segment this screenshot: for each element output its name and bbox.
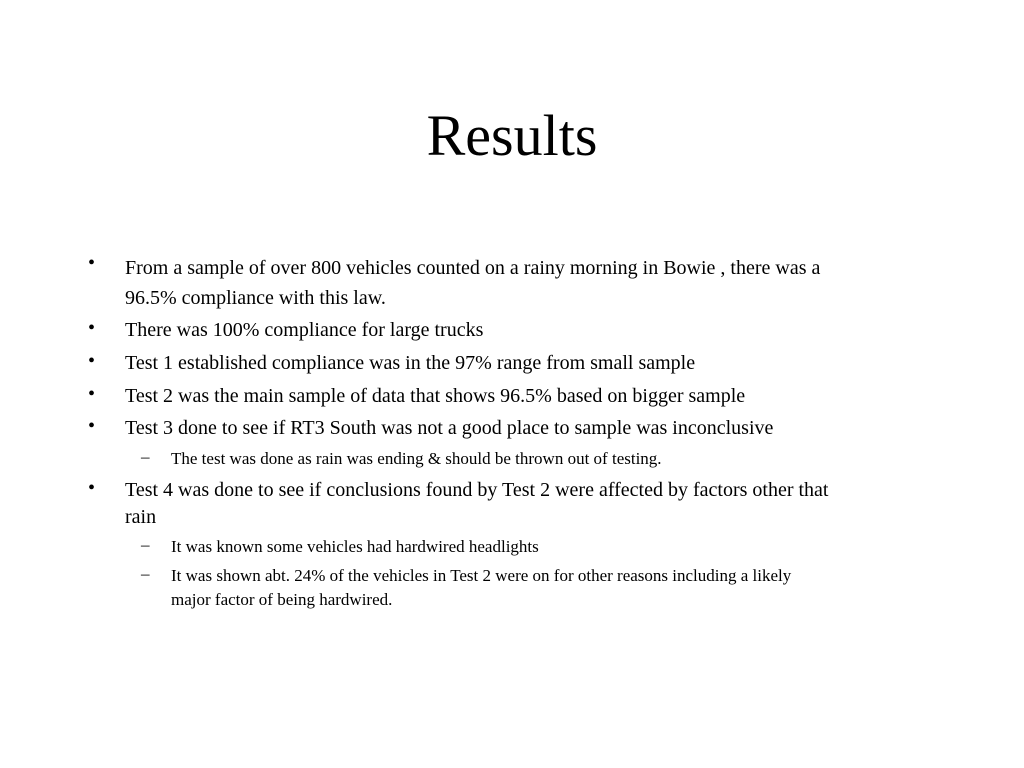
bullet-item-6-line-2: rain <box>125 506 157 528</box>
sub-bullet-item-6-1 <box>171 535 539 558</box>
bullet-item-3-line-1: Test 1 established compliance was in the 97% range from small sample <box>125 352 696 374</box>
sub-bullet-item-6-2-line-1: It was shown abt. 24% of the vehicles in Test 2 were on for other reasons including a likely <box>171 566 792 585</box>
bullet-item-4 <box>125 383 745 410</box>
bullet-item-1 <box>125 252 820 312</box>
slide-title: Results <box>426 103 598 168</box>
bullet-item-2-line-1: There was 100% compliance for large trucks <box>125 319 484 341</box>
sub-bullet-icon: – <box>141 564 150 583</box>
bullet-item-4-line-1: Test 2 was the main sample of data that shows 96.5% based on bigger sample <box>125 385 746 407</box>
bullet-icon: • <box>88 477 96 499</box>
bullet-item-1-line-1: From a sample of over 800 vehicles counted on a rainy morning in Bowie , there was a <box>125 257 821 279</box>
bullet-icon: • <box>88 317 96 339</box>
sub-bullet-icon: – <box>141 535 150 554</box>
sub-bullet-item-6-1-line-1: It was known some vehicles had hardwired headlights <box>171 537 539 556</box>
sub-bullet-icon: – <box>141 447 150 466</box>
bullet-icon: • <box>88 383 96 405</box>
sub-bullet-item-5-1 <box>171 447 662 470</box>
bullet-icon: • <box>88 252 96 274</box>
bullet-item-1-line-2: 96.5% compliance with this law. <box>125 287 386 309</box>
sub-bullet-item-5-1-line-1: The test was done as rain was ending & should be thrown out of testing. <box>171 449 662 468</box>
sub-bullet-item-6-2-line-2: major factor of being hardwired. <box>171 590 393 609</box>
bullet-item-5-line-1: Test 3 done to see if RT3 South was not a good place to sample was inconclusive <box>125 417 774 439</box>
bullet-item-3 <box>125 350 695 377</box>
bullet-item-5 <box>125 415 773 442</box>
bullet-item-2 <box>125 317 483 344</box>
bullet-item-6-line-1: Test 4 was done to see if conclusions found by Test 2 were affected by factors other that <box>125 479 829 501</box>
bullet-icon: • <box>88 350 96 372</box>
bullet-item-6 <box>125 477 828 531</box>
sub-bullet-item-6-2 <box>171 564 791 612</box>
bullet-icon: • <box>88 415 96 437</box>
